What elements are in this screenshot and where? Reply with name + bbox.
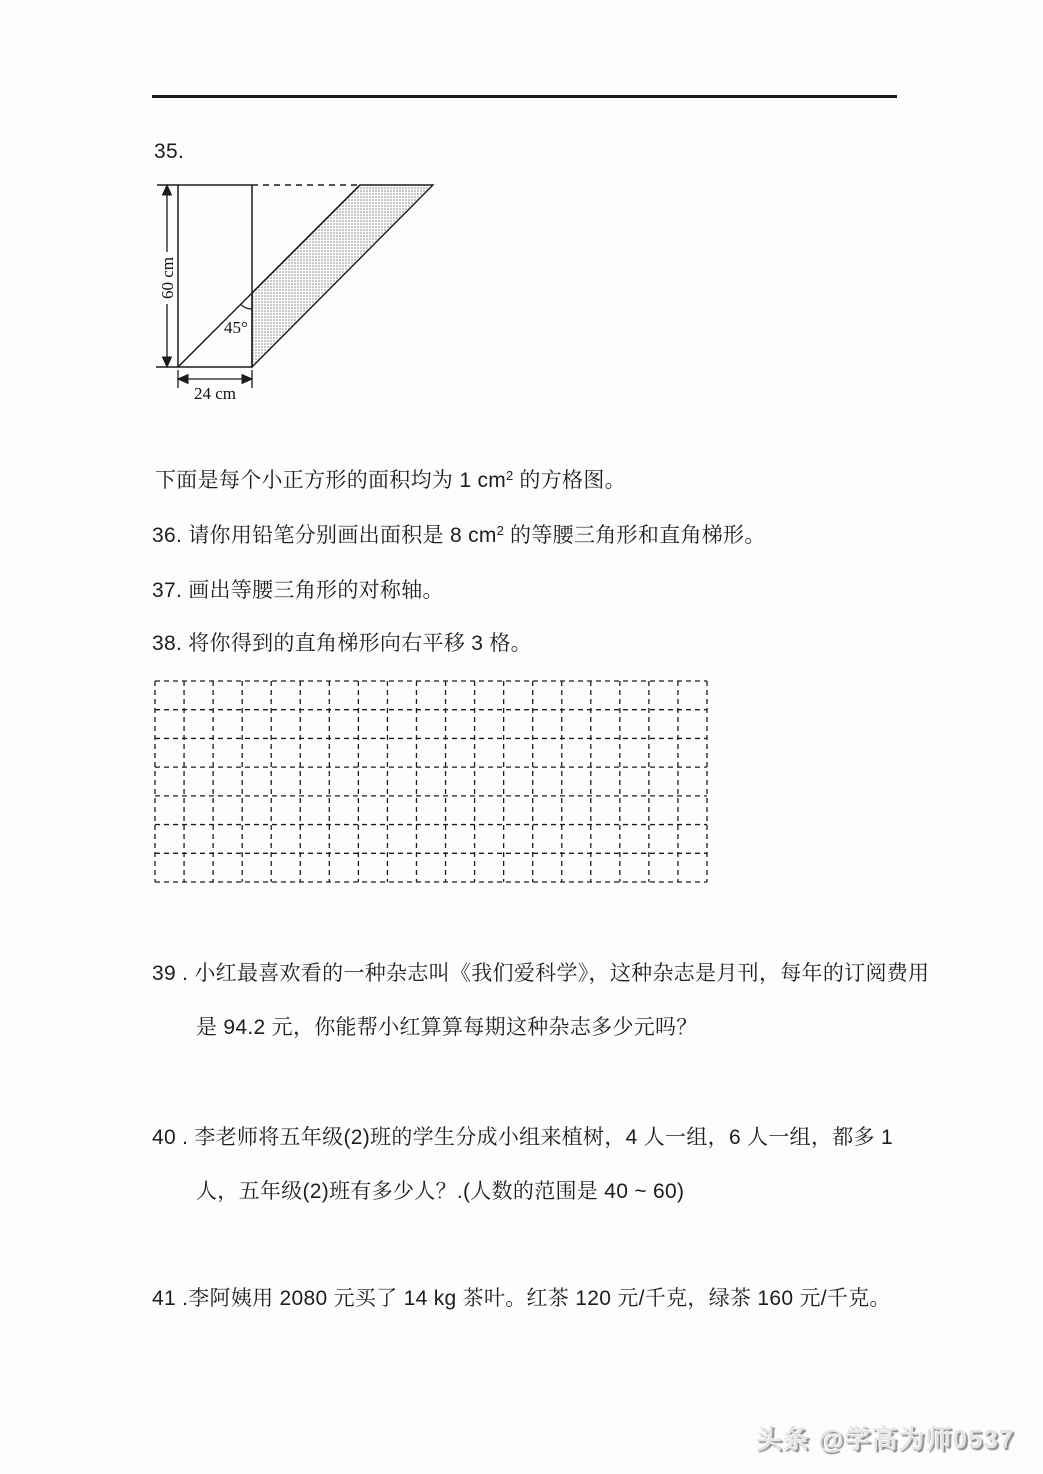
- question-36: [152, 523, 766, 549]
- answer-grid: [155, 681, 707, 882]
- q35-figure: [150, 172, 445, 407]
- arrowhead-left: [178, 375, 188, 384]
- question-36-post: 的等腰三角形和直角梯形。: [503, 524, 766, 547]
- question-35-number: 35.: [154, 140, 185, 163]
- question-39-line2: 是 94.2 元，你能帮小红算算每期这种杂志多少元吗？: [196, 1016, 698, 1039]
- cm2-superscript: 2: [496, 523, 504, 538]
- arrowhead-up: [163, 185, 172, 195]
- height-label: 60 cm: [158, 256, 177, 300]
- arrowhead-right: [242, 375, 252, 384]
- angle-label: 45°: [224, 318, 248, 337]
- watermark: 头条 @学高为师0537: [756, 1424, 1015, 1454]
- question-39-line1: 39 . 小红最喜欢看的一种杂志叫《我们爱科学》，这种杂志是月刊，每年的订阅费用: [152, 962, 930, 985]
- angle-arc: [241, 304, 252, 309]
- question-40-line2: 人，五年级(2)班有多少人？.(人数的范围是 40 ~ 60): [196, 1180, 685, 1203]
- grid-intro-post: 的方格图。: [513, 469, 626, 492]
- grid-intro-pre: 下面是每个小正方形的面积均为 1 cm: [155, 469, 507, 492]
- top-divider: [152, 95, 897, 98]
- question-40-line1: 40 . 李老师将五年级(2)班的学生分成小组来植树，4 人一组，6 人一组，都多 1: [152, 1126, 893, 1149]
- question-41: 41 .李阿姨用 2080 元买了 14 kg 茶叶。红茶 120 元/千克，绿茶 160 元/千克。: [152, 1287, 891, 1310]
- question-37: 37. 画出等腰三角形的对称轴。: [152, 579, 444, 602]
- question-38: 38. 将你得到的直角梯形向右平移 3 格。: [152, 632, 532, 655]
- base-label: 24 cm: [193, 384, 237, 403]
- grid-intro-text: [155, 468, 626, 494]
- question-36-pre: 36. 请你用铅笔分别画出面积是 8 cm: [152, 524, 497, 547]
- arrowhead-down: [163, 357, 172, 367]
- cm2-superscript: 2: [506, 468, 514, 483]
- shaded-band: [252, 185, 433, 367]
